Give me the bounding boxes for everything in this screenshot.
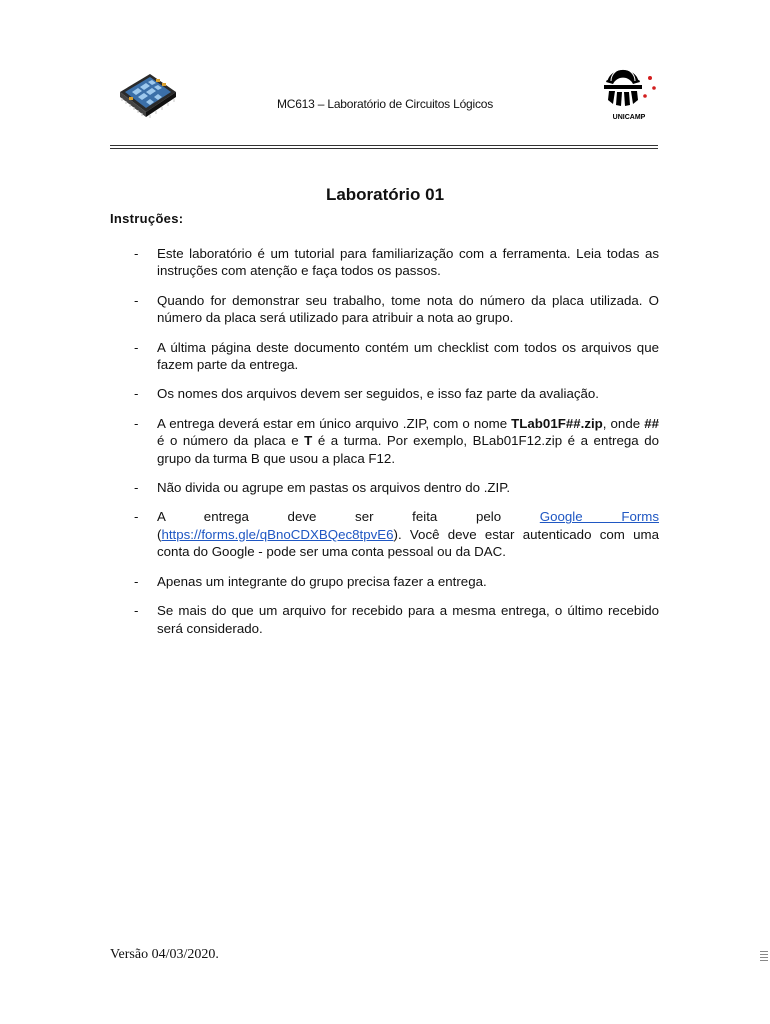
text-run: é a turma. Por exemplo, BLab01F12.zip é a entrega do grupo da turma B que usou a placa F12. [157, 433, 659, 466]
version-footer: Versão 04/03/2020. [110, 947, 219, 962]
list-item-text: A última página deste documento contém um checklist com todos os arquivos que fazem parte da entrega. [157, 339, 659, 373]
list-bullet: - [134, 603, 139, 619]
list-item-text [157, 415, 659, 467]
google-forms-link[interactable]: Google Forms [539, 509, 659, 525]
course-title: MC613 – Laboratório de Circuitos Lógicos [276, 97, 494, 111]
header-divider-top [110, 145, 658, 146]
text-run: ). Você deve estar autenticado com uma conta do Google - pode ser uma conta pessoal ou da DAC. [157, 526, 659, 560]
list-item-text: Apenas um integrante do grupo precisa fazer a entrega. [157, 573, 487, 589]
list-item [110, 339, 659, 374]
list-item-text: Os nomes dos arquivos devem ser seguidos, e isso faz parte da avaliação. [157, 386, 599, 402]
list-item [110, 573, 659, 590]
chip-logo-icon [116, 70, 178, 120]
board-placeholder: ## [644, 415, 659, 431]
list-item [110, 292, 659, 327]
list-bullet: - [134, 509, 139, 525]
list-bullet: - [134, 339, 139, 355]
text-run: é o número da placa e [157, 433, 305, 449]
list-bullet: - [134, 246, 139, 261]
class-placeholder: T [304, 433, 313, 449]
list-item [110, 602, 659, 637]
forms-url-link[interactable]: https://forms.gle/qBnoCDXBQec8tpvE6 [161, 526, 394, 542]
text-run: A entrega deve ser feita pelo [157, 509, 540, 525]
instructions-heading: Instruções: [110, 211, 184, 226]
list-bullet: - [134, 415, 139, 431]
text-run: A entrega deverá estar em único arquivo .ZIP, com o nome [157, 415, 512, 431]
header-divider-bottom [110, 148, 658, 149]
list-item [110, 385, 659, 402]
unicamp-logo [598, 64, 660, 122]
list-item-text: Quando for demonstrar seu trabalho, tome nota do número da placa utilizada. O número da placa será utilizado para atribuir a nota ao grupo. [157, 292, 659, 326]
unicamp-logo-text: UNICAMP [612, 114, 646, 121]
list-item-text: Este laboratório é um tutorial para familiarização com a ferramenta. Leia todas as instruções com atenção e faça todos os passos. [157, 246, 659, 279]
list-bullet: - [134, 292, 139, 308]
list-item-text: Não divida ou agrupe em pastas os arquivos dentro do .ZIP. [157, 480, 511, 496]
list-item [110, 415, 659, 467]
list-item [110, 508, 659, 560]
list-item-text: Se mais do que um arquivo for recebido para a mesma entrega, o último recebido será considerado. [157, 603, 659, 636]
page-marker-icon [760, 951, 768, 963]
list-bullet: - [134, 480, 139, 496]
list-item [110, 479, 659, 496]
document-title: Laboratório 01 [325, 185, 445, 204]
instructions-list [110, 245, 659, 649]
list-item-text [157, 508, 659, 560]
list-bullet: - [134, 386, 139, 402]
text-run: ( [157, 526, 162, 542]
list-item [110, 245, 659, 280]
list-bullet: - [134, 573, 139, 589]
filename-pattern: TLab01F##.zip [511, 415, 603, 431]
text-run: , onde [602, 415, 645, 431]
